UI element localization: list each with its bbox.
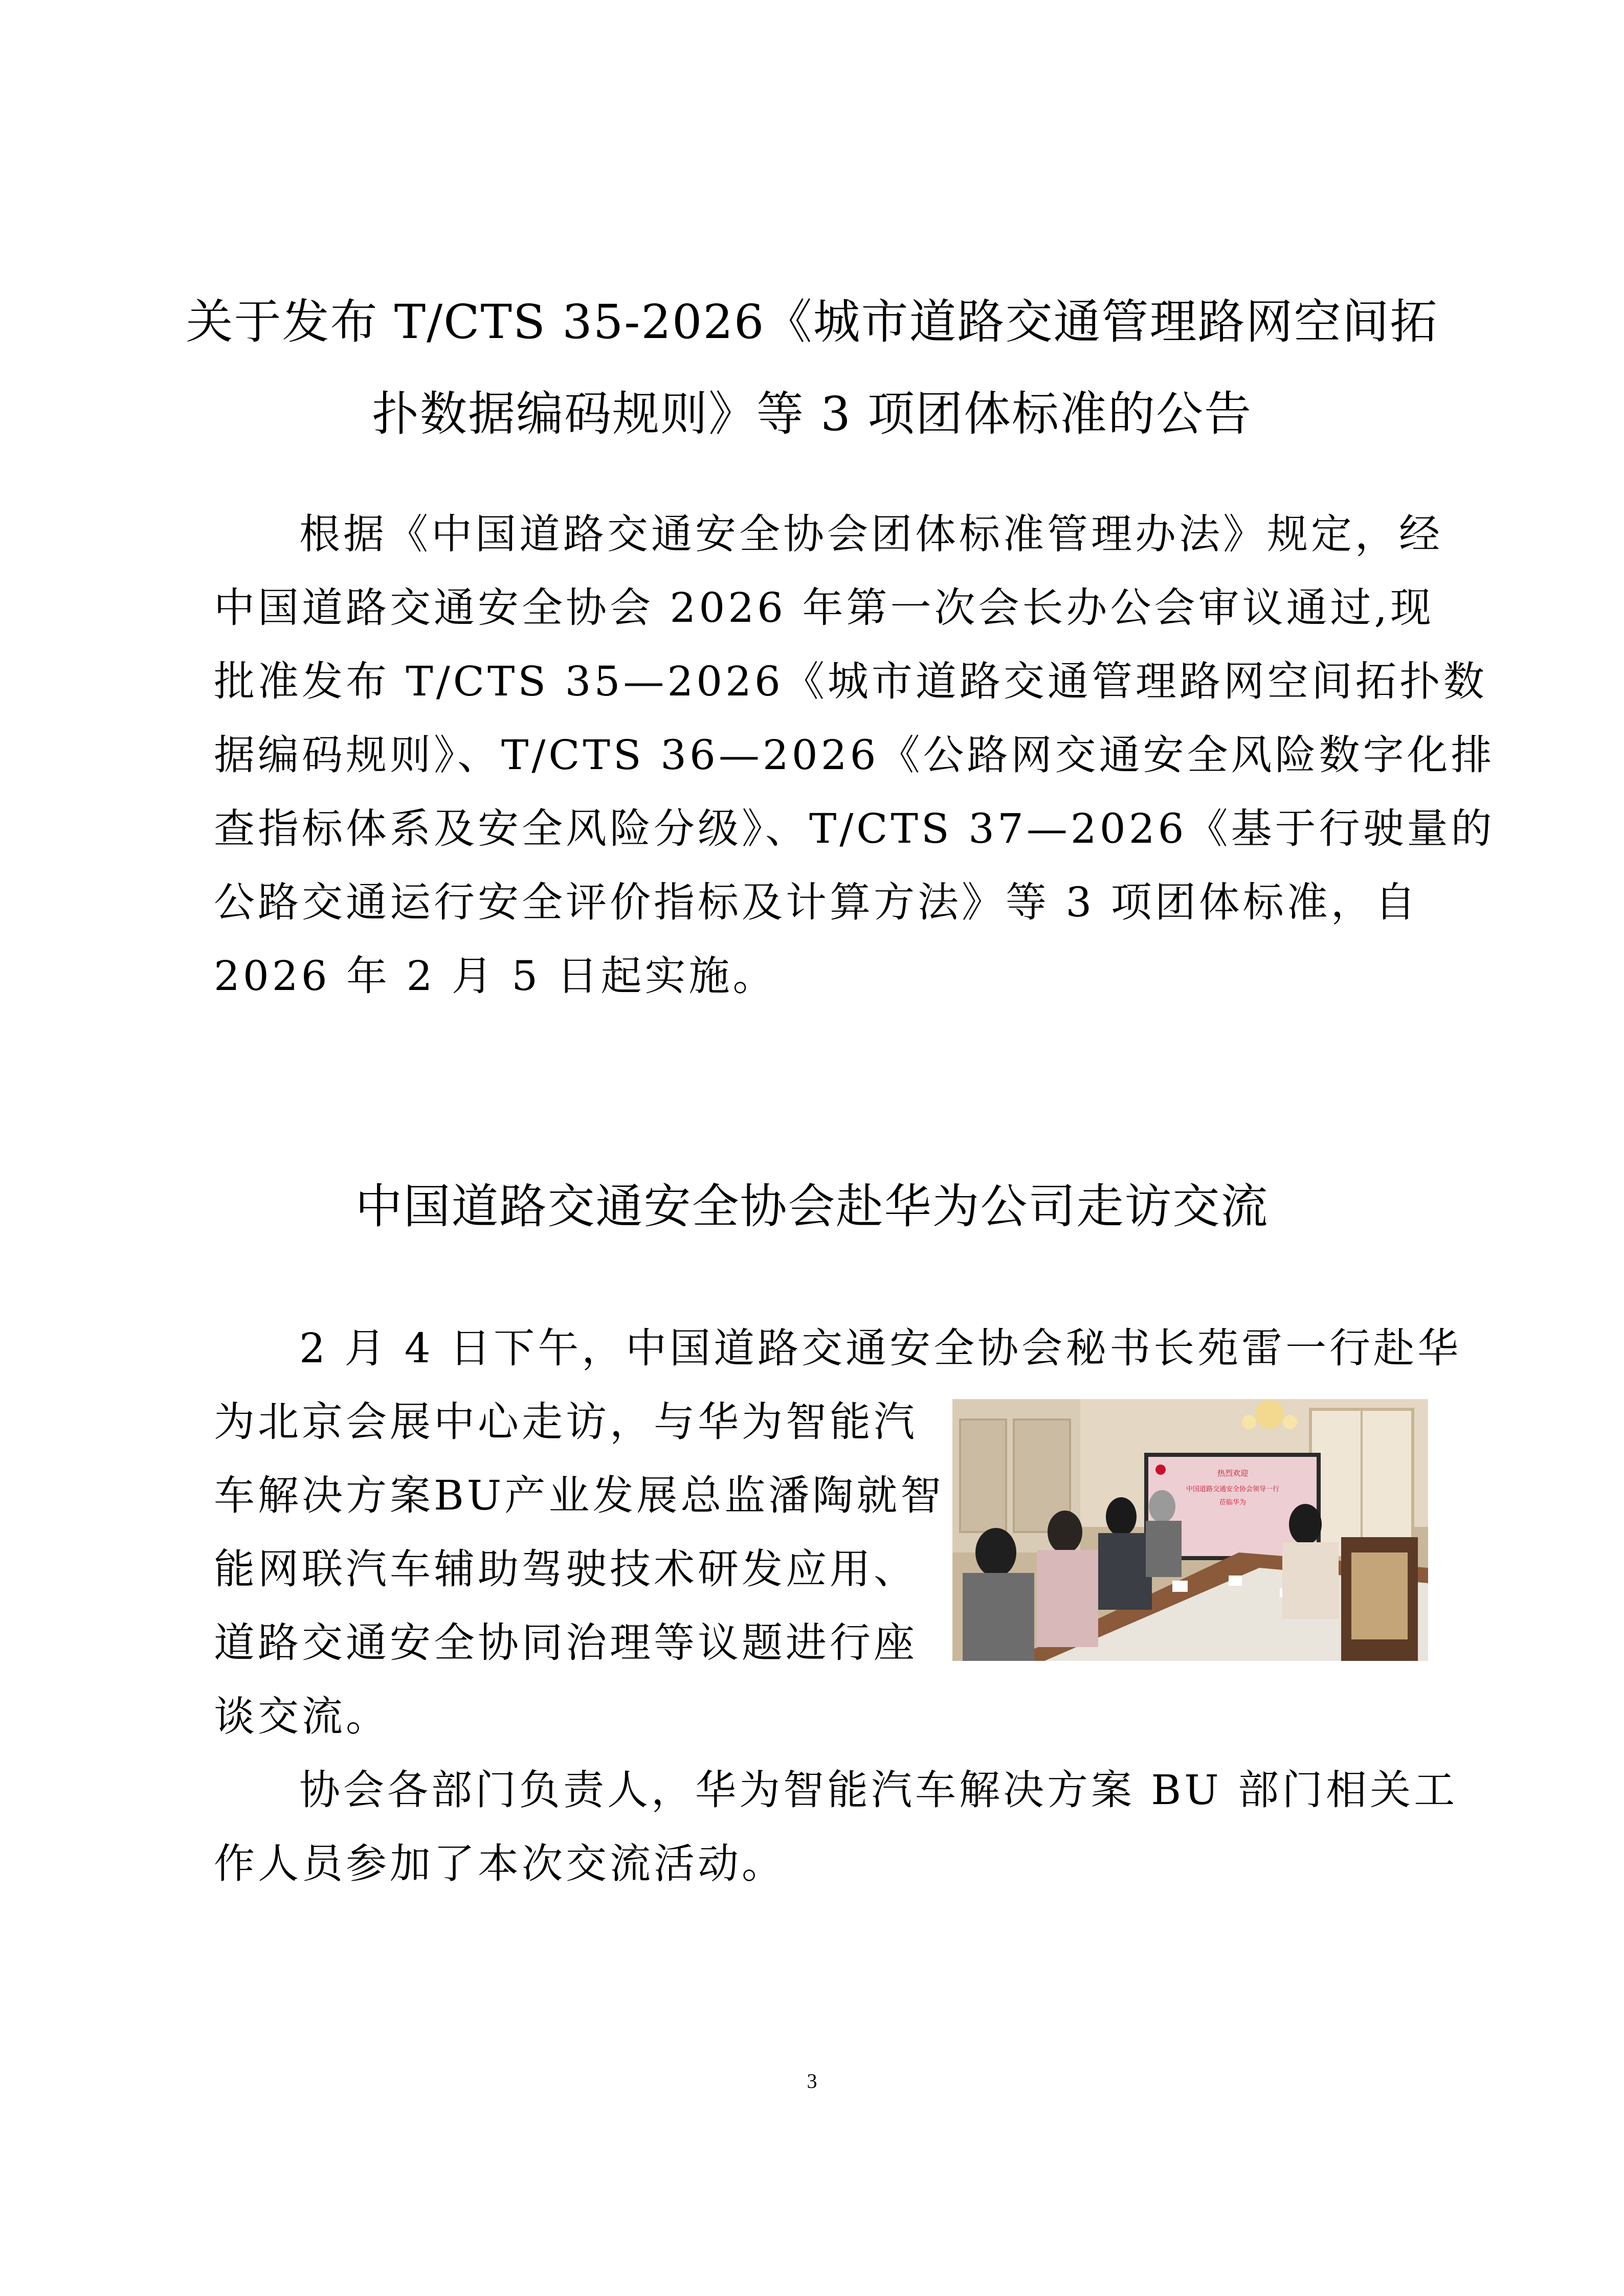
news-body-line: 协会各部门负责人，华为智能汽车解决方案 BU 部门相关工 xyxy=(299,1766,1458,1814)
photo-screen-text: 莅临华为 xyxy=(1219,1499,1247,1506)
notice-title-line-1: 关于发布 T/CTS 35-2026《城市道路交通管理路网空间拓 xyxy=(186,295,1438,349)
photo-screen-text: 热烈欢迎 xyxy=(1217,1469,1249,1478)
news-body-line: 2 月 4 日下午，中国道路交通安全协会秘书长苑雷一行赴华 xyxy=(299,1324,1462,1372)
meeting-photo xyxy=(952,1399,1428,1661)
notice-body-line: 查指标体系及安全风险分级》、T/CTS 37—2026《基于行驶量的 xyxy=(214,805,1495,852)
notice-body-line: 据编码规则》、T/CTS 36—2026《公路网交通安全风险数字化排 xyxy=(214,731,1495,779)
notice-body-line: 中国道路交通安全协会 2026 年第一次会长办公会审议通过,现 xyxy=(214,584,1434,632)
page-number: 3 xyxy=(807,2069,817,2092)
notice-body-line: 根据《中国道路交通安全协会团体标准管理办法》规定，经 xyxy=(299,510,1443,558)
news-body-line: 谈交流。 xyxy=(214,1693,390,1740)
notice-body-line: 批准发布 T/CTS 35—2026《城市道路交通管理路网空间拓扑数 xyxy=(214,658,1487,705)
notice-body-line: 2026 年 2 月 5 日起实施。 xyxy=(214,952,777,1000)
notice-body-line: 公路交通运行安全评价指标及计算方法》等 3 项团体标准，自 xyxy=(214,879,1419,926)
news-body-line: 能网联汽车辅助驾驶技术研发应用、 xyxy=(214,1545,918,1593)
photo-screen-text: 中国道路交通安全协会领导一行 xyxy=(1186,1485,1280,1493)
news-body-line: 道路交通安全协同治理等议题进行座 xyxy=(214,1619,918,1667)
news-title: 中国道路交通安全协会赴华为公司走访交流 xyxy=(355,1179,1269,1234)
notice-title xyxy=(153,276,1471,460)
news-body-line: 为北京会展中心走访，与华为智能汽 xyxy=(214,1398,918,1446)
news-body-line: 作人员参加了本次交流活动。 xyxy=(214,1840,786,1887)
news-body-line: 车解决方案BU产业发展总监潘陶就智 xyxy=(214,1472,945,1519)
notice-title-line-2: 扑数据编码规则》等 3 项团体标准的公告 xyxy=(371,387,1253,441)
